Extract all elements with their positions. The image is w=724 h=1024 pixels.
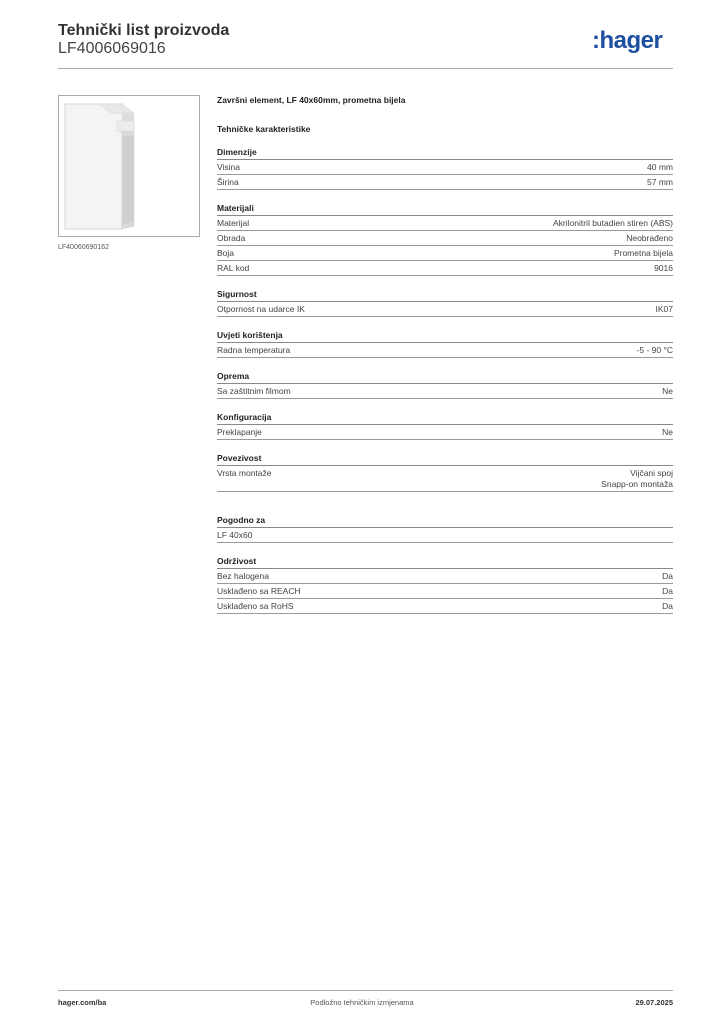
spec-value-line: Ne — [662, 427, 673, 437]
spec-value — [601, 468, 673, 490]
spec-value — [662, 427, 673, 438]
spec-label: Širina — [217, 177, 239, 187]
spec-value-line: IK07 — [655, 304, 673, 314]
product-title: Završni element, LF 40x60mm, prometna bijela — [217, 95, 406, 105]
spec-row — [217, 425, 673, 440]
spec-value — [662, 586, 673, 597]
pogodno-row — [217, 528, 673, 543]
spec-value-line: 40 mm — [647, 162, 673, 172]
spec-row — [217, 261, 673, 276]
spec-value-line: Ne — [662, 386, 673, 396]
spec-row — [217, 175, 673, 190]
spec-label: Sa zaštitnim filmom — [217, 386, 291, 396]
image-caption: LF40060690162 — [58, 244, 109, 251]
end-cap-illustration — [59, 96, 199, 236]
tech-characteristics-heading: Tehničke karakteristike — [217, 124, 311, 134]
spec-row — [217, 302, 673, 317]
section-heading: Oprema — [217, 371, 250, 381]
spec-label: Bez halogena — [217, 571, 269, 581]
section-heading: Materijali — [217, 203, 254, 213]
pogodno-item: LF 40x60 — [217, 530, 253, 540]
spec-label: Preklapanje — [217, 427, 262, 437]
spec-value-line: Da — [662, 586, 673, 596]
spec-label: Vrsta montaže — [217, 468, 272, 478]
spec-row — [217, 569, 673, 584]
spec-value-line: Akrilonitril butadien stiren (ABS) — [553, 218, 673, 228]
section-heading: Uvjeti korištenja — [217, 330, 283, 340]
spec-value — [626, 233, 673, 244]
spec-value-line: Neobrađeno — [626, 233, 673, 243]
spec-value — [553, 218, 673, 229]
page-title: Tehnički list proizvoda — [58, 22, 230, 39]
spec-value-line: Vijčani spoj — [630, 468, 673, 478]
spec-value — [662, 571, 673, 582]
spec-value-line: -5 - 90 °C — [636, 345, 673, 355]
spec-value — [614, 248, 673, 259]
spec-value — [637, 345, 673, 356]
spec-value-line: Da — [662, 601, 673, 611]
spec-content — [217, 95, 673, 614]
header-divider — [58, 68, 673, 69]
spec-row — [217, 343, 673, 358]
spec-row — [217, 584, 673, 599]
spec-value — [647, 162, 673, 173]
odrzivost-heading: Održivost — [217, 556, 257, 566]
spec-value — [662, 386, 673, 397]
spec-value — [647, 177, 673, 188]
spec-label: Usklađeno sa REACH — [217, 586, 301, 596]
spec-label: Obrada — [217, 233, 246, 243]
spec-value-line: Snapp-on montaža — [601, 479, 673, 489]
product-image — [58, 95, 200, 237]
spec-label: Usklađeno sa RoHS — [217, 601, 294, 611]
product-code: LF4006069016 — [58, 40, 166, 57]
spec-row — [217, 160, 673, 175]
section-heading: Sigurnost — [217, 289, 257, 299]
spec-value-line: 57 mm — [647, 177, 673, 187]
spec-label: Otpornost na udarce IK — [217, 304, 305, 314]
footer-website: hager.com/ba — [58, 998, 107, 1007]
spec-label: Boja — [217, 248, 235, 258]
spec-row — [217, 466, 673, 492]
spec-value — [656, 304, 674, 315]
spec-label: Visina — [217, 162, 240, 172]
spec-value — [654, 263, 673, 274]
footer-date: 29.07.2025 — [635, 998, 673, 1007]
spec-value — [662, 601, 673, 612]
spec-row — [217, 216, 673, 231]
spec-label: Radna temperatura — [217, 345, 291, 355]
spec-label: RAL kod — [217, 263, 250, 273]
spec-row — [217, 599, 673, 614]
section-heading: Konfiguracija — [217, 412, 272, 422]
footer-disclaimer: Podložno tehničkim izmjenama — [310, 998, 414, 1007]
spec-sections — [217, 147, 673, 492]
odrzivost-rows — [217, 569, 673, 614]
spec-value-line: Da — [662, 571, 673, 581]
footer-divider — [58, 990, 673, 991]
spec-row — [217, 384, 673, 399]
pogodno-heading: Pogodno za — [217, 515, 266, 525]
hager-logo: :hager — [592, 27, 663, 54]
section-heading: Povezivost — [217, 453, 262, 463]
spec-row — [217, 246, 673, 261]
section-heading: Dimenzije — [217, 147, 257, 157]
spec-row — [217, 231, 673, 246]
spec-value-line: 9016 — [654, 263, 673, 273]
spec-label: Materijal — [217, 218, 250, 228]
spec-value-line: Prometna bijela — [613, 248, 673, 258]
